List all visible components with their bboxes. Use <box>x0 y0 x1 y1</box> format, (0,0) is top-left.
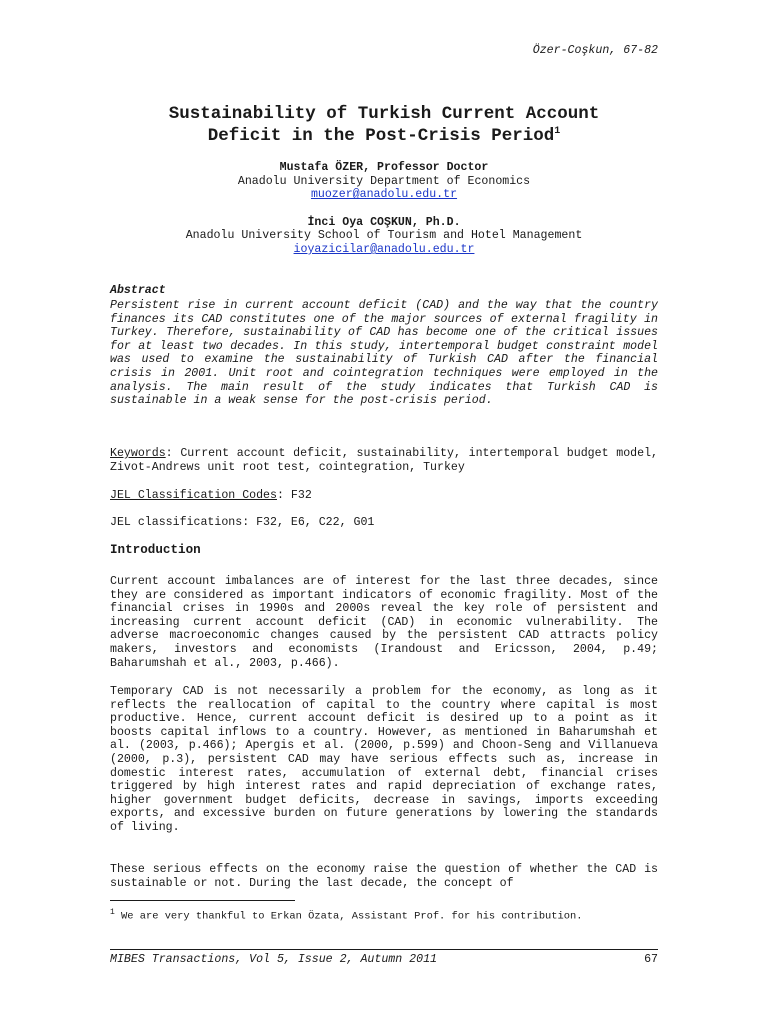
footnote-divider <box>110 900 295 901</box>
intro-paragraph-2: Temporary CAD is not necessarily a problem for the economy, as long as it reflects the reallocation of capital to the country where capital is most productive. Hence, current account deficit is desired up to a point as it boosts capital inflows to a country. However, as mentioned in Baharumshah et al. (2003, p.466); Apergis et al. (2000, p.599) and Choon-Seng and Villanueva (2000, p.3), persistent CAD may have serious effects such as, increase in domestic interest rates, accumulation of external debt, financial crises triggered by high interest rates and rapid depreciation of exchange rates, higher government budget deficits, decrease in savings, imports exceeding exports, and excessive burden on future generations by lowering the standards of living. <box>110 685 658 834</box>
running-header: Özer-Coşkun, 67-82 <box>532 44 658 57</box>
abstract-text: Persistent rise in current account deficit (CAD) and the way that the country finances its CAD constitutes one of the major sources of external fragility in Turkey. Therefore, sustainability of CAD has become one of the critical issues for at least two decades. In this study, intertemporal budget constraint model was used to examine the sustainability of Turkish CAD after the financial crisis in 2001. Unit root and cointegration techniques were employed in the analysis. The main result of the study indicates that Turkish CAD is sustainable in a weak sense for the post-crisis period. <box>110 299 658 408</box>
jel-classifications: JEL classifications: F32, E6, C22, G01 <box>110 516 375 529</box>
author-2-email-link[interactable]: ioyazicilar@anadolu.edu.tr <box>293 242 475 256</box>
footnote-text: We are very thankful to Erkan Özata, Assistant Prof. for his contribution. <box>114 910 583 923</box>
author-1-affiliation: Anadolu University Department of Economics <box>237 174 531 188</box>
footnote <box>110 906 582 924</box>
jel-codes <box>110 489 658 503</box>
author-2-affiliation: Anadolu University School of Tourism and Hotel Management <box>185 229 583 243</box>
intro-paragraph-1: Current account imbalances are of interest for the last three decades, since they are considered as important indicators of economic fragility. Most of the financial crises in 1990s and 2000s reveal the key role of persistent and increasing current account deficit (CAD) in economic vulnerability. The adverse macroeconomic changes caused by the persistent CAD attracts policy makers, investors and economists (Irandoust and Ericsson, 2004, p.49; Baharumshah et al., 2003, p.466). <box>110 575 658 670</box>
page-number: 67 <box>644 953 658 966</box>
author-2-name: İnci Oya COŞKUN, Ph.D. <box>307 215 461 229</box>
paper-title <box>110 103 658 147</box>
abstract-heading: Abstract <box>110 284 166 297</box>
jel-codes-label: JEL Classification Codes <box>110 489 277 502</box>
author-1-email-link[interactable]: muozer@anadolu.edu.tr <box>310 188 458 202</box>
footer-divider <box>110 949 658 950</box>
title-line-2-text: Deficit in the Post-Crisis Period <box>207 126 555 146</box>
keywords-label: Keywords <box>110 447 166 460</box>
footnote-mark: 1 <box>110 908 115 917</box>
author-block <box>110 161 658 257</box>
keywords <box>110 447 658 474</box>
title-line-2 <box>110 125 658 147</box>
title-footnote-mark: 1 <box>554 126 561 138</box>
section-heading-introduction: Introduction <box>110 543 201 557</box>
jel-codes-text: : F32 <box>276 489 312 502</box>
author-1-name: Mustafa ÖZER, Professor Doctor <box>279 161 489 174</box>
keywords-text: : Current account deficit, sustainability, intertemporal budget model, Zivot-Andrews unit root test, cointegration, Turkey <box>110 447 658 474</box>
title-line-1: Sustainability of Turkish Current Account <box>168 104 600 124</box>
footer-journal: MIBES Transactions, Vol 5, Issue 2, Autumn 2011 <box>110 953 437 966</box>
intro-paragraph-3: These serious effects on the economy raise the question of whether the CAD is sustainable or not. During the last decade, the concept of <box>110 863 658 890</box>
